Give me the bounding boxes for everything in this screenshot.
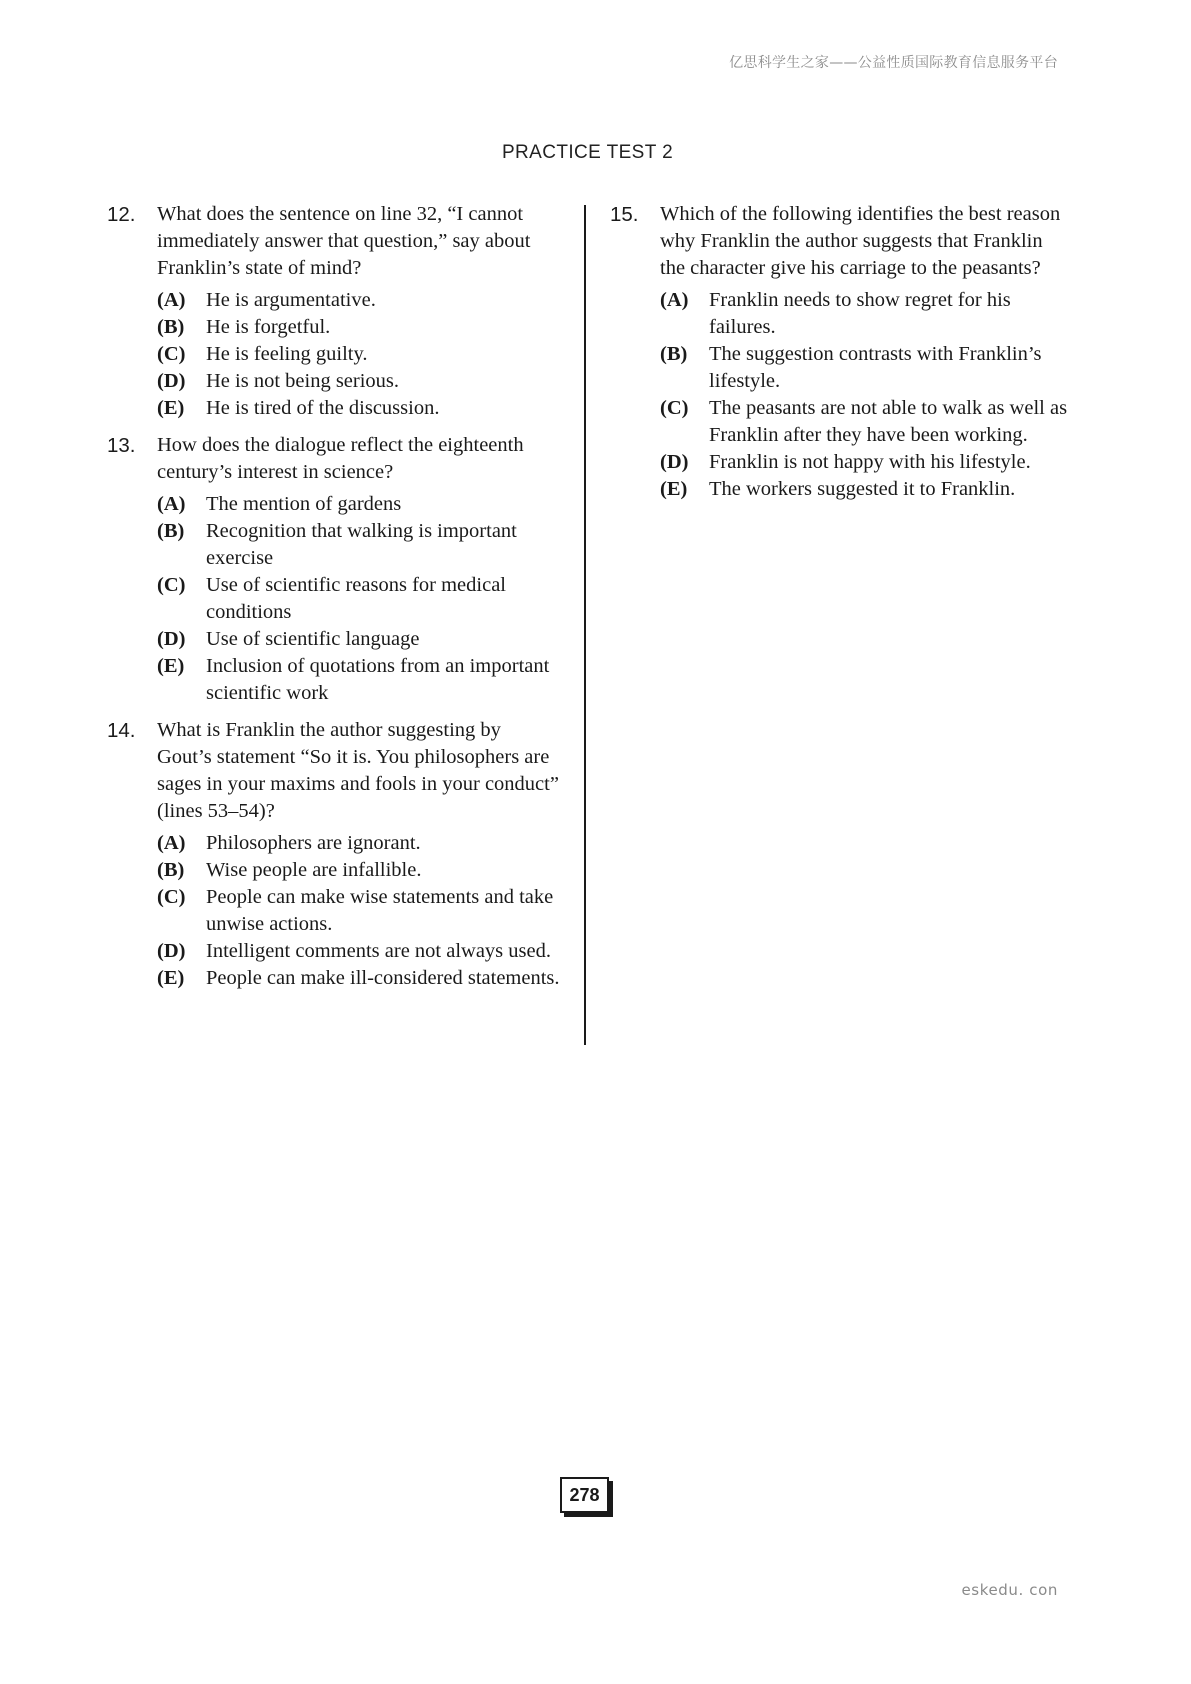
option-letter: (A) <box>157 493 186 515</box>
option-text: People can make wise statements and take unwise actions. <box>206 886 554 935</box>
option-letter: (C) <box>157 574 186 596</box>
question-12 <box>107 201 560 422</box>
option-letter: (A) <box>660 289 689 311</box>
option-text: He is forgetful. <box>206 316 331 338</box>
answer-option-a <box>157 830 560 857</box>
answer-option-e <box>660 476 1070 503</box>
option-letter: (D) <box>157 940 186 962</box>
option-text: He is not being serious. <box>206 370 400 392</box>
option-text: Inclusion of quotations from an important scientific work <box>206 655 550 704</box>
option-letter: (D) <box>157 628 186 650</box>
option-text: Wise people are infallible. <box>206 859 422 881</box>
answer-option-c <box>660 395 1070 449</box>
option-text: He is feeling guilty. <box>206 343 368 365</box>
option-letter: (D) <box>157 370 186 392</box>
answer-option-e <box>157 965 560 992</box>
option-letter: (E) <box>660 478 688 500</box>
answer-option-a <box>157 287 560 314</box>
option-letter: (C) <box>157 886 186 908</box>
question-stem: How does the dialogue reflect the eighteenth century’s interest in science? <box>157 434 524 483</box>
answer-option-d <box>660 449 1070 476</box>
option-letter: (C) <box>157 343 186 365</box>
right-column <box>610 201 1070 513</box>
option-letter: (B) <box>157 859 185 881</box>
left-column <box>107 201 560 1002</box>
option-letter: (B) <box>157 520 185 542</box>
option-text: He is argumentative. <box>206 289 376 311</box>
answer-option-b <box>157 518 560 572</box>
option-letter: (A) <box>157 832 186 854</box>
option-letter: (A) <box>157 289 186 311</box>
option-text: Use of scientific language <box>206 628 420 650</box>
option-letter: (B) <box>157 316 185 338</box>
page-number: 278 <box>560 1477 609 1513</box>
option-text: Recognition that walking is important exercise <box>206 520 517 569</box>
question-15 <box>610 201 1070 503</box>
answer-option-b <box>157 857 560 884</box>
answer-options <box>157 287 560 422</box>
answer-option-a <box>157 491 560 518</box>
option-letter: (E) <box>157 397 185 419</box>
question-number: 13. <box>107 434 136 457</box>
answer-option-e <box>157 395 560 422</box>
question-stem: Which of the following identifies the best reason why Franklin the author suggests that Franklin the character give his carriage to the peasants? <box>660 203 1061 279</box>
answer-option-d <box>157 368 560 395</box>
answer-options <box>157 491 560 707</box>
option-letter: (E) <box>157 967 185 989</box>
option-text: Intelligent comments are not always used. <box>206 940 551 962</box>
question-stem: What is Franklin the author suggesting by Gout’s statement “So it is. You philosophers are sages in your maxims and fools in your conduct” (lines 53–54)? <box>157 719 559 822</box>
question-number: 15. <box>610 203 639 226</box>
question-stem: What does the sentence on line 32, “I cannot immediately answer that question,” say about Franklin’s state of mind? <box>157 203 531 279</box>
option-letter: (D) <box>660 451 689 473</box>
option-text: Franklin needs to show regret for his failures. <box>709 289 1011 338</box>
option-letter: (E) <box>157 655 185 677</box>
answer-options <box>157 830 560 992</box>
option-text: Use of scientific reasons for medical conditions <box>206 574 506 623</box>
answer-option-a <box>660 287 1070 341</box>
option-text: Franklin is not happy with his lifestyle. <box>709 451 1031 473</box>
watermark-text: 亿思科学生之家——公益性质国际教育信息服务平台 <box>729 55 1058 71</box>
option-letter: (B) <box>660 343 688 365</box>
question-number: 12. <box>107 203 136 226</box>
answer-option-c <box>157 884 560 938</box>
question-13 <box>107 432 560 707</box>
answer-option-b <box>157 314 560 341</box>
option-text: Philosophers are ignorant. <box>206 832 421 854</box>
answer-option-c <box>157 572 560 626</box>
option-text: He is tired of the discussion. <box>206 397 440 419</box>
answer-option-d <box>157 938 560 965</box>
question-number: 14. <box>107 719 136 742</box>
option-text: People can make ill-considered statements. <box>206 967 560 989</box>
answer-option-e <box>157 653 560 707</box>
running-head: PRACTICE TEST 2 <box>501 142 674 163</box>
option-text: The workers suggested it to Franklin. <box>709 478 1016 500</box>
answer-option-c <box>157 341 560 368</box>
site-watermark: eskedu. con <box>961 1581 1058 1599</box>
option-text: The peasants are not able to walk as well as Franklin after they have been working. <box>709 397 1068 446</box>
option-letter: (C) <box>660 397 689 419</box>
option-text: The suggestion contrasts with Franklin’s lifestyle. <box>709 343 1042 392</box>
answer-options <box>660 287 1070 503</box>
question-14 <box>107 717 560 992</box>
answer-option-d <box>157 626 560 653</box>
option-text: The mention of gardens <box>206 493 402 515</box>
column-divider <box>584 205 586 1045</box>
answer-option-b <box>660 341 1070 395</box>
